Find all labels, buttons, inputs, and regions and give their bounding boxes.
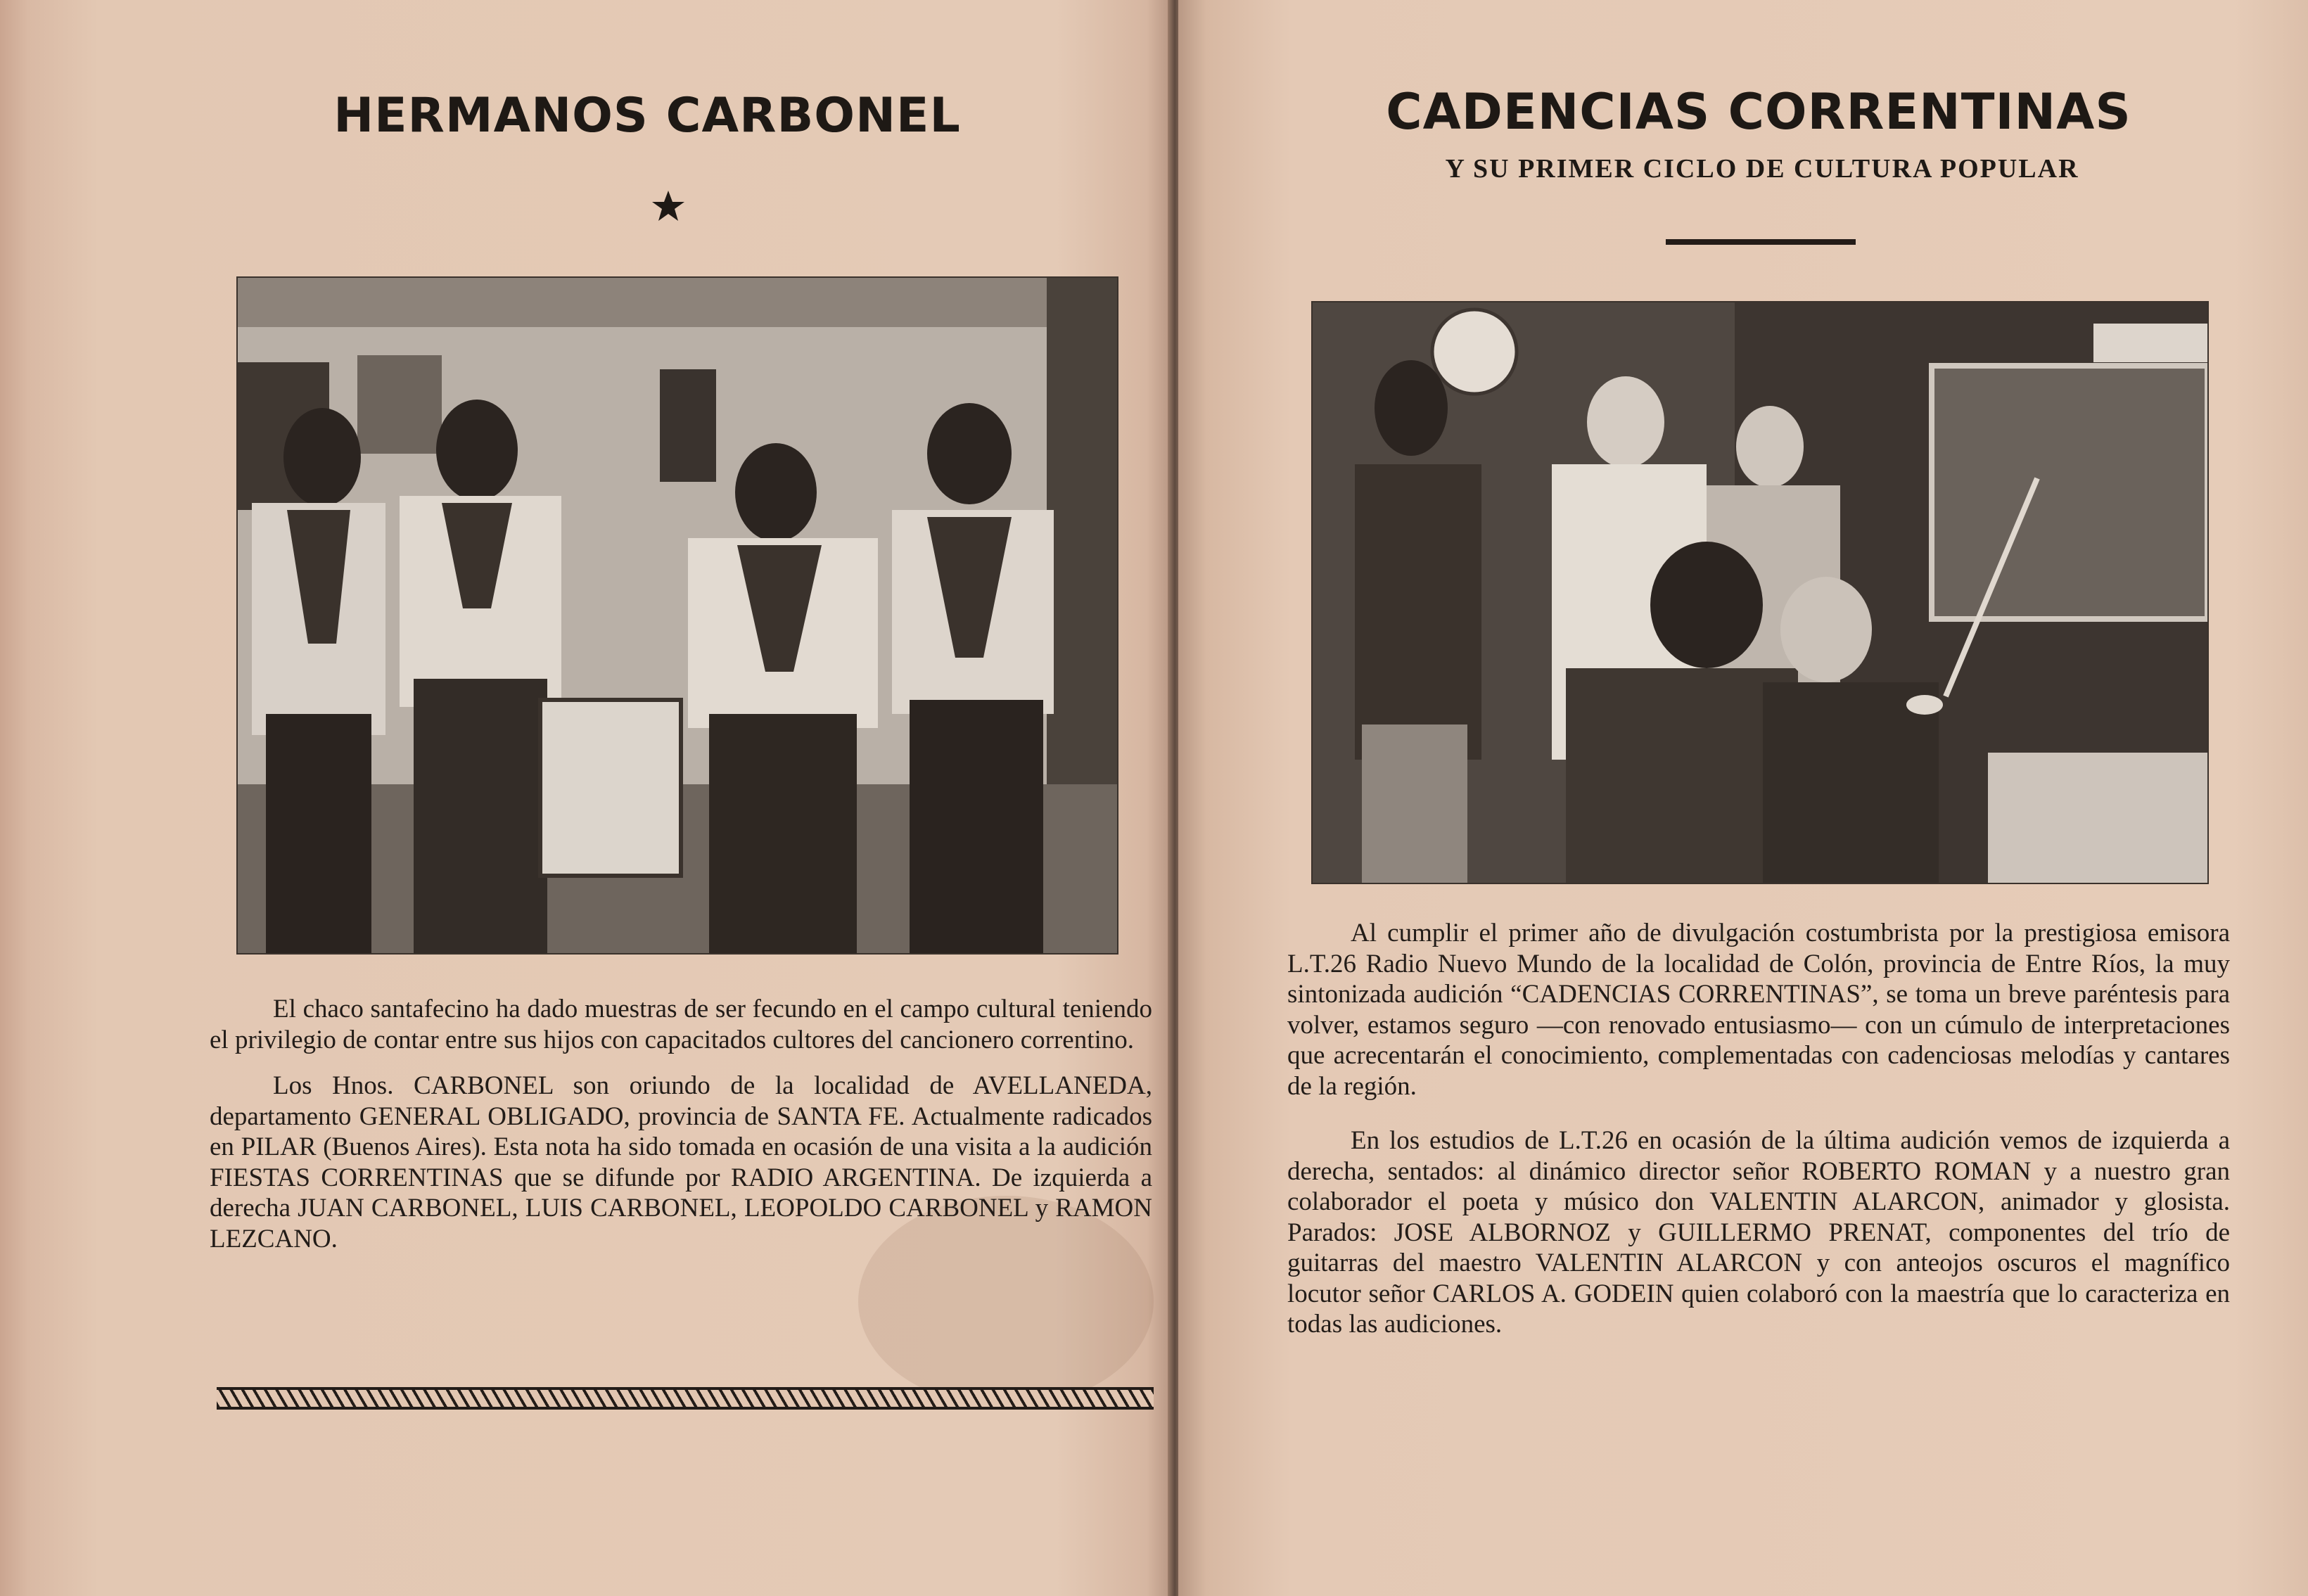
studio-photo-illustration (1313, 302, 2207, 883)
right-page-title: CADENCIAS CORRENTINAS (1386, 83, 2131, 141)
left-paragraph-2: Los Hnos. CARBONEL son oriundo de la localidad de AVELLANEDA, departamento GENERAL OBLIGADO, provincia de SANTA FE. Actualmente radicados en PILAR (Buenos Aires). Esta nota ha sido tomada en ocasión de una visita a la audición FIESTAS CORRENTINAS que se difunde por RADIO ARGENTINA. De izquierda a derecha JUAN CARBONEL, LUIS CARBONEL, LEOPOLDO CARBONEL y RAMON LEZCANO. (210, 1071, 1152, 1253)
left-paragraph-1: El chaco santafecino ha dado muestras de ser fecundo en el campo cultural teniendo el privilegio de contar entre sus hijos con capacitados cultores del cancionero correntino. (210, 995, 1152, 1054)
band-photo-illustration (238, 278, 1117, 953)
right-page-subtitle: Y SU PRIMER CICLO DE CULTURA POPULAR (1445, 154, 2079, 184)
left-article-text (210, 994, 1152, 1254)
left-photo (238, 278, 1117, 953)
star-icon (651, 189, 686, 224)
decorative-border (217, 1387, 1154, 1410)
right-photo (1313, 302, 2207, 883)
title-rule (1666, 239, 1856, 245)
right-paragraph-1: Al cumplir el primer año de divulgación costumbrista por la prestigiosa emisora L.T.26 Radio Nuevo Mundo de la localidad de Colón, provincia de Entre Ríos, la muy sintonizada audición “CADENCIAS CORRENTINAS”, se toma un breve paréntesis para volver, estamos seguro —con renovado entusiasmo— con un cúmulo de interpretaciones que acrecentarán el conocimiento, complementadas con cadenciosas melodías y cantares de la región. (1287, 919, 2230, 1101)
right-article-text (1287, 918, 2230, 1340)
right-paragraph-2: En los estudios de L.T.26 en ocasión de la última audición vemos de izquierda a derecha, sentados: al dinámico director señor ROBERTO ROMAN y a nuestro gran colaborador el poeta y músico don VALENTIN ALARCON, animador y glosista. Parados: JOSE ALBORNOZ y GUILLERMO PRENAT, componentes del trío de guitarras del maestro VALENTIN ALARCON y con anteojos oscuros el magnífico locutor señor CARLOS A. GODEIN quien colaboró con la maestría que lo caracteriza en todas las audiciones. (1287, 1126, 2230, 1339)
left-page-title: HERMANOS CARBONEL (333, 88, 961, 143)
